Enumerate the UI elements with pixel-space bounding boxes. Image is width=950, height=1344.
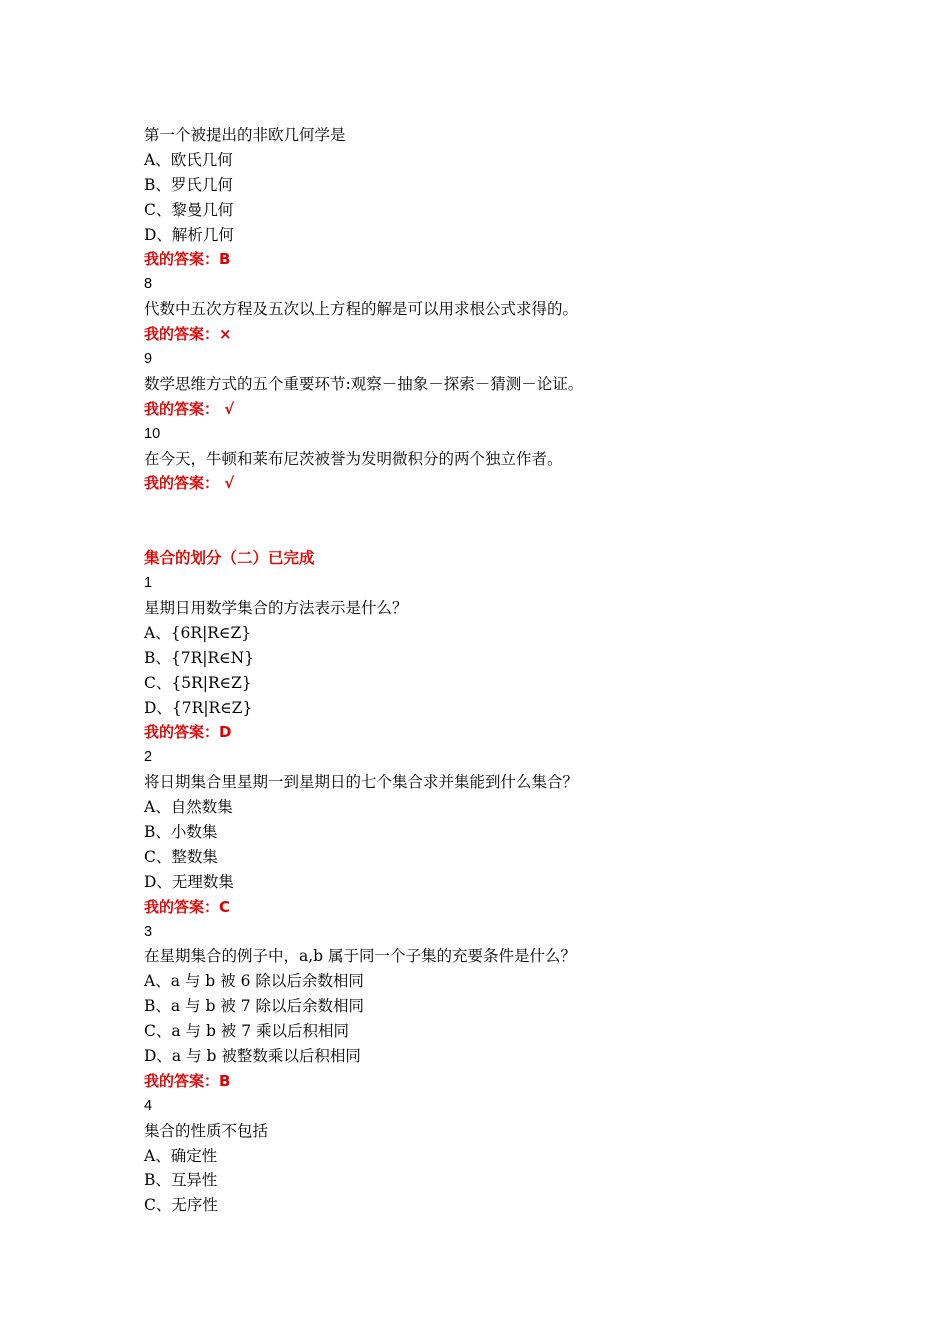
option-d: D、{7R|R∈Z} (144, 698, 253, 717)
option-a: A、确定性 (144, 1146, 218, 1165)
option-a: A、{6R|R∈Z} (144, 623, 252, 642)
option-b: B、互异性 (144, 1171, 218, 1190)
option-c: C、a 与 b 被 7 乘以后积相同 (144, 1022, 350, 1041)
option-b: B、a 与 b 被 7 除以后余数相同 (144, 997, 365, 1016)
my-answer: 我的答案： √ (144, 474, 235, 493)
option-b: B、{7R|R∈N} (144, 648, 255, 667)
question-number: 3 (144, 923, 153, 940)
option-a: A、欧氏几何 (144, 150, 233, 169)
my-answer: 我的答案：C (144, 897, 231, 916)
option-b: B、小数集 (144, 822, 218, 841)
question-text: 将日期集合里星期一到星期日的七个集合求并集能到什么集合？ (144, 773, 579, 792)
document-page (144, 123, 844, 1218)
question-text: 在今天，牛顿和莱布尼茨被誉为发明微积分的两个独立作者。 (144, 449, 563, 468)
question-text: 第一个被提出的非欧几何学是 (144, 126, 346, 144)
option-c: C、整数集 (144, 847, 218, 866)
option-d: D、解析几何 (144, 225, 234, 244)
section-gap (144, 496, 844, 546)
my-answer: 我的答案：B (144, 250, 231, 269)
question-text: 数学思维方式的五个重要环节:观察－抽象－探索－猜测－论证。 (144, 374, 584, 393)
option-c: C、{5R|R∈Z} (144, 673, 252, 692)
question-number: 8 (144, 276, 153, 293)
question-number: 1 (144, 575, 153, 592)
question-text: 代数中五次方程及五次以上方程的解是可以用求根公式求得的。 (144, 300, 579, 319)
option-d: D、无理数集 (144, 872, 234, 891)
my-answer: 我的答案：D (144, 723, 232, 742)
option-d: D、a 与 b 被整数乘以后积相同 (144, 1046, 361, 1065)
section-title: 集合的划分（二）已完成 (144, 549, 315, 568)
option-c: C、黎曼几何 (144, 200, 234, 219)
option-c: C、无序性 (144, 1196, 218, 1215)
my-answer: 我的答案：× (144, 325, 232, 344)
option-a: A、a 与 b 被 6 除以后余数相同 (144, 972, 364, 991)
question-number: 10 (144, 425, 161, 442)
question-text: 星期日用数学集合的方法表示是什么？ (144, 598, 408, 617)
question-number: 9 (144, 351, 153, 368)
my-answer: 我的答案：B (144, 1071, 231, 1090)
option-b: B、罗氏几何 (144, 175, 233, 194)
question-number: 2 (144, 749, 153, 766)
question-text: 集合的性质不包括 (144, 1121, 269, 1140)
question-number: 4 (144, 1097, 153, 1114)
question-text: 在星期集合的例子中，a,b 属于同一个子集的充要条件是什么？ (144, 947, 577, 966)
my-answer: 我的答案： √ (144, 399, 235, 418)
option-a: A、自然数集 (144, 798, 233, 817)
